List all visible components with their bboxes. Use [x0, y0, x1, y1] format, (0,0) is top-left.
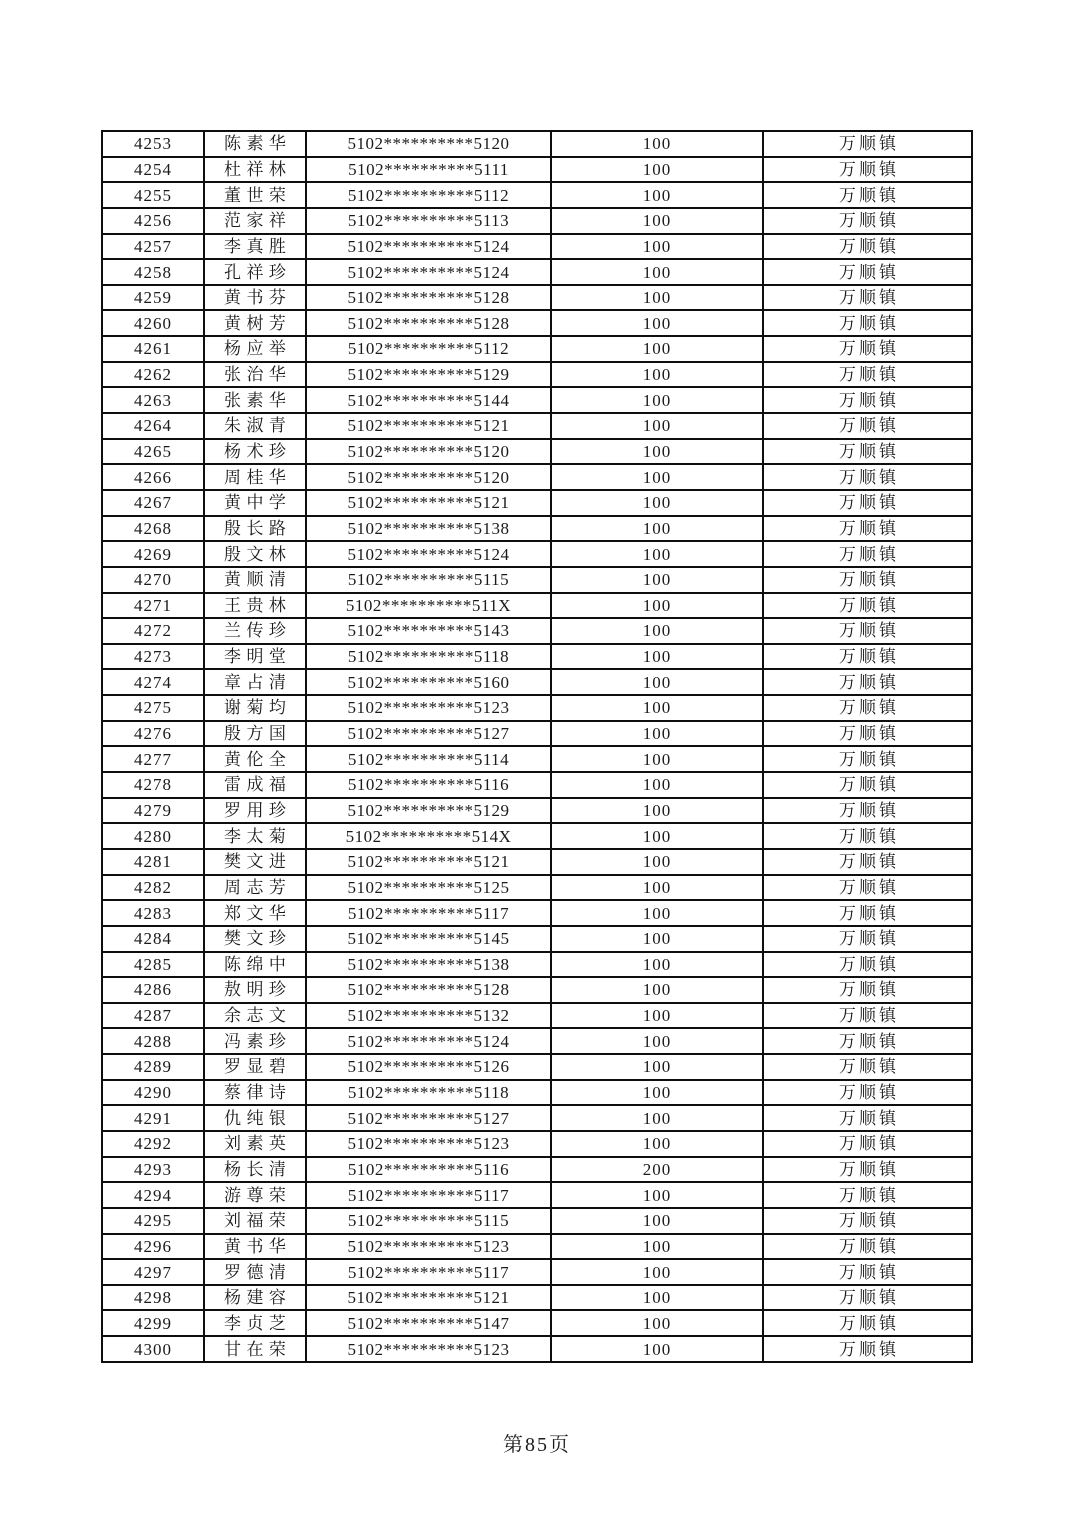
cell-index: 4296 [102, 1234, 204, 1260]
cell-id_masked: 5102**********5147 [306, 1310, 551, 1336]
cell-name: 李贞芝 [204, 1310, 306, 1336]
cell-index: 4283 [102, 900, 204, 926]
cell-town: 万顺镇 [763, 1105, 972, 1131]
cell-amount: 100 [551, 823, 763, 849]
table-row [102, 336, 972, 362]
cell-id_masked: 5102**********5124 [306, 234, 551, 260]
table-row [102, 1234, 972, 1260]
cell-town: 万顺镇 [763, 1131, 972, 1157]
cell-name: 敖明珍 [204, 977, 306, 1003]
cell-town: 万顺镇 [763, 234, 972, 260]
cell-id_masked: 5102**********5120 [306, 464, 551, 490]
cell-index: 4272 [102, 618, 204, 644]
cell-amount: 100 [551, 772, 763, 798]
cell-index: 4254 [102, 157, 204, 183]
table-row [102, 1336, 972, 1362]
cell-name: 张治华 [204, 362, 306, 388]
cell-index: 4276 [102, 721, 204, 747]
cell-town: 万顺镇 [763, 695, 972, 721]
cell-id_masked: 5102**********5129 [306, 362, 551, 388]
cell-amount: 100 [551, 1105, 763, 1131]
cell-name: 杨建容 [204, 1285, 306, 1311]
cell-town: 万顺镇 [763, 131, 972, 157]
cell-id_masked: 5102**********5144 [306, 387, 551, 413]
cell-town: 万顺镇 [763, 567, 972, 593]
cell-index: 4264 [102, 413, 204, 439]
cell-town: 万顺镇 [763, 1285, 972, 1311]
cell-name: 兰传珍 [204, 618, 306, 644]
cell-name: 董世荣 [204, 182, 306, 208]
cell-amount: 100 [551, 208, 763, 234]
table-row [102, 926, 972, 952]
table-row [102, 746, 972, 772]
cell-name: 杜祥林 [204, 157, 306, 183]
cell-name: 黄树芳 [204, 310, 306, 336]
table-row [102, 131, 972, 157]
cell-index: 4263 [102, 387, 204, 413]
cell-name: 黄顺清 [204, 567, 306, 593]
cell-amount: 100 [551, 1003, 763, 1029]
cell-amount: 100 [551, 618, 763, 644]
cell-town: 万顺镇 [763, 1208, 972, 1234]
cell-id_masked: 5102**********5128 [306, 310, 551, 336]
table-row [102, 182, 972, 208]
cell-id_masked: 5102**********5127 [306, 721, 551, 747]
cell-id_masked: 5102**********5123 [306, 1234, 551, 1260]
cell-name: 杨术珍 [204, 439, 306, 465]
cell-town: 万顺镇 [763, 336, 972, 362]
cell-index: 4285 [102, 952, 204, 978]
cell-amount: 100 [551, 1234, 763, 1260]
table-row [102, 157, 972, 183]
cell-town: 万顺镇 [763, 1157, 972, 1183]
cell-index: 4269 [102, 541, 204, 567]
cell-name: 谢菊均 [204, 695, 306, 721]
table-row [102, 669, 972, 695]
table-row [102, 721, 972, 747]
cell-id_masked: 5102**********5124 [306, 259, 551, 285]
cell-name: 孔祥珍 [204, 259, 306, 285]
cell-amount: 100 [551, 413, 763, 439]
cell-name: 仇纯银 [204, 1105, 306, 1131]
table-row [102, 1285, 972, 1311]
cell-id_masked: 5102**********5120 [306, 439, 551, 465]
cell-town: 万顺镇 [763, 259, 972, 285]
cell-amount: 100 [551, 516, 763, 542]
cell-town: 万顺镇 [763, 516, 972, 542]
cell-town: 万顺镇 [763, 1310, 972, 1336]
cell-index: 4282 [102, 875, 204, 901]
cell-name: 黄中学 [204, 490, 306, 516]
table-row [102, 567, 972, 593]
cell-id_masked: 5102**********5113 [306, 208, 551, 234]
cell-index: 4287 [102, 1003, 204, 1029]
table-body [102, 131, 972, 1362]
table-row [102, 1080, 972, 1106]
cell-name: 樊文进 [204, 849, 306, 875]
table-row [102, 1157, 972, 1183]
cell-town: 万顺镇 [763, 618, 972, 644]
cell-id_masked: 5102**********5124 [306, 1028, 551, 1054]
cell-index: 4267 [102, 490, 204, 516]
cell-id_masked: 5102**********5117 [306, 1259, 551, 1285]
cell-name: 李太菊 [204, 823, 306, 849]
cell-amount: 100 [551, 721, 763, 747]
cell-amount: 100 [551, 464, 763, 490]
cell-amount: 100 [551, 644, 763, 670]
cell-name: 周志芳 [204, 875, 306, 901]
cell-amount: 100 [551, 259, 763, 285]
cell-id_masked: 5102**********5132 [306, 1003, 551, 1029]
table-row [102, 952, 972, 978]
table-row [102, 387, 972, 413]
cell-amount: 100 [551, 1131, 763, 1157]
cell-name: 游尊荣 [204, 1182, 306, 1208]
cell-name: 周桂华 [204, 464, 306, 490]
cell-town: 万顺镇 [763, 593, 972, 619]
cell-name: 陈绵中 [204, 952, 306, 978]
cell-amount: 100 [551, 567, 763, 593]
cell-index: 4270 [102, 567, 204, 593]
cell-name: 张素华 [204, 387, 306, 413]
table-row [102, 1259, 972, 1285]
cell-name: 郑文华 [204, 900, 306, 926]
cell-amount: 100 [551, 1259, 763, 1285]
cell-town: 万顺镇 [763, 1080, 972, 1106]
cell-town: 万顺镇 [763, 1336, 972, 1362]
cell-amount: 100 [551, 669, 763, 695]
table-row [102, 1208, 972, 1234]
cell-amount: 100 [551, 362, 763, 388]
cell-name: 甘在荣 [204, 1336, 306, 1362]
cell-town: 万顺镇 [763, 1028, 972, 1054]
cell-index: 4280 [102, 823, 204, 849]
cell-id_masked: 5102**********5124 [306, 541, 551, 567]
cell-id_masked: 5102**********5125 [306, 875, 551, 901]
cell-index: 4253 [102, 131, 204, 157]
table-row [102, 259, 972, 285]
cell-name: 罗显碧 [204, 1054, 306, 1080]
cell-id_masked: 5102**********5112 [306, 182, 551, 208]
table-row [102, 285, 972, 311]
cell-amount: 100 [551, 593, 763, 619]
cell-id_masked: 5102**********514X [306, 823, 551, 849]
cell-index: 4298 [102, 1285, 204, 1311]
cell-name: 殷长路 [204, 516, 306, 542]
table-row [102, 234, 972, 260]
cell-id_masked: 5102**********5117 [306, 1182, 551, 1208]
cell-index: 4294 [102, 1182, 204, 1208]
cell-index: 4257 [102, 234, 204, 260]
cell-town: 万顺镇 [763, 1003, 972, 1029]
cell-amount: 100 [551, 926, 763, 952]
cell-id_masked: 5102**********5115 [306, 1208, 551, 1234]
cell-amount: 100 [551, 875, 763, 901]
cell-town: 万顺镇 [763, 285, 972, 311]
table-row [102, 900, 972, 926]
table-row [102, 362, 972, 388]
cell-id_masked: 5102**********5138 [306, 516, 551, 542]
table-row [102, 644, 972, 670]
cell-name: 朱淑青 [204, 413, 306, 439]
cell-amount: 100 [551, 746, 763, 772]
cell-town: 万顺镇 [763, 1182, 972, 1208]
cell-id_masked: 5102**********5126 [306, 1054, 551, 1080]
cell-name: 杨长清 [204, 1157, 306, 1183]
cell-index: 4289 [102, 1054, 204, 1080]
cell-amount: 100 [551, 131, 763, 157]
cell-amount: 100 [551, 1028, 763, 1054]
cell-town: 万顺镇 [763, 439, 972, 465]
cell-amount: 100 [551, 695, 763, 721]
cell-index: 4255 [102, 182, 204, 208]
cell-amount: 100 [551, 1310, 763, 1336]
table-row [102, 977, 972, 1003]
cell-town: 万顺镇 [763, 387, 972, 413]
cell-town: 万顺镇 [763, 157, 972, 183]
cell-id_masked: 5102**********511X [306, 593, 551, 619]
table-row [102, 875, 972, 901]
cell-index: 4278 [102, 772, 204, 798]
cell-name: 刘素英 [204, 1131, 306, 1157]
cell-id_masked: 5102**********5121 [306, 849, 551, 875]
table-row [102, 1054, 972, 1080]
cell-id_masked: 5102**********5112 [306, 336, 551, 362]
table-row [102, 1131, 972, 1157]
cell-amount: 100 [551, 1080, 763, 1106]
table-row [102, 593, 972, 619]
cell-town: 万顺镇 [763, 977, 972, 1003]
table-row [102, 695, 972, 721]
cell-index: 4288 [102, 1028, 204, 1054]
cell-amount: 100 [551, 285, 763, 311]
cell-index: 4290 [102, 1080, 204, 1106]
cell-town: 万顺镇 [763, 669, 972, 695]
table-row [102, 413, 972, 439]
cell-town: 万顺镇 [763, 721, 972, 747]
cell-amount: 100 [551, 336, 763, 362]
cell-town: 万顺镇 [763, 362, 972, 388]
table-row [102, 772, 972, 798]
cell-town: 万顺镇 [763, 464, 972, 490]
cell-index: 4279 [102, 798, 204, 824]
table-row [102, 1028, 972, 1054]
cell-amount: 100 [551, 310, 763, 336]
cell-index: 4275 [102, 695, 204, 721]
cell-id_masked: 5102**********5121 [306, 1285, 551, 1311]
cell-town: 万顺镇 [763, 413, 972, 439]
cell-index: 4261 [102, 336, 204, 362]
cell-town: 万顺镇 [763, 849, 972, 875]
cell-id_masked: 5102**********5129 [306, 798, 551, 824]
cell-town: 万顺镇 [763, 1259, 972, 1285]
cell-index: 4259 [102, 285, 204, 311]
cell-name: 罗用珍 [204, 798, 306, 824]
cell-amount: 100 [551, 182, 763, 208]
cell-id_masked: 5102**********5121 [306, 413, 551, 439]
cell-name: 罗德清 [204, 1259, 306, 1285]
cell-town: 万顺镇 [763, 746, 972, 772]
cell-index: 4281 [102, 849, 204, 875]
cell-name: 陈素华 [204, 131, 306, 157]
cell-town: 万顺镇 [763, 644, 972, 670]
cell-town: 万顺镇 [763, 490, 972, 516]
cell-id_masked: 5102**********5115 [306, 567, 551, 593]
cell-amount: 100 [551, 798, 763, 824]
cell-town: 万顺镇 [763, 798, 972, 824]
table-row [102, 798, 972, 824]
table-row [102, 439, 972, 465]
cell-id_masked: 5102**********5160 [306, 669, 551, 695]
cell-index: 4300 [102, 1336, 204, 1362]
table-row [102, 208, 972, 234]
cell-id_masked: 5102**********5116 [306, 1157, 551, 1183]
cell-amount: 100 [551, 952, 763, 978]
cell-index: 4277 [102, 746, 204, 772]
cell-id_masked: 5102**********5127 [306, 1105, 551, 1131]
cell-amount: 100 [551, 1182, 763, 1208]
cell-index: 4262 [102, 362, 204, 388]
cell-index: 4266 [102, 464, 204, 490]
cell-name: 黄伦全 [204, 746, 306, 772]
cell-index: 4286 [102, 977, 204, 1003]
cell-amount: 200 [551, 1157, 763, 1183]
cell-id_masked: 5102**********5138 [306, 952, 551, 978]
cell-index: 4292 [102, 1131, 204, 1157]
cell-id_masked: 5102**********5114 [306, 746, 551, 772]
cell-name: 章占清 [204, 669, 306, 695]
table-row [102, 849, 972, 875]
cell-index: 4293 [102, 1157, 204, 1183]
cell-amount: 100 [551, 1208, 763, 1234]
cell-id_masked: 5102**********5120 [306, 131, 551, 157]
cell-amount: 100 [551, 977, 763, 1003]
cell-name: 杨应举 [204, 336, 306, 362]
cell-amount: 100 [551, 1336, 763, 1362]
table-row [102, 490, 972, 516]
cell-name: 蔡律诗 [204, 1080, 306, 1106]
cell-name: 雷成福 [204, 772, 306, 798]
page-number: 第85页 [503, 1434, 571, 1456]
cell-town: 万顺镇 [763, 182, 972, 208]
cell-index: 4256 [102, 208, 204, 234]
cell-index: 4260 [102, 310, 204, 336]
cell-amount: 100 [551, 157, 763, 183]
cell-id_masked: 5102**********5117 [306, 900, 551, 926]
cell-amount: 100 [551, 234, 763, 260]
cell-name: 李明堂 [204, 644, 306, 670]
cell-index: 4274 [102, 669, 204, 695]
cell-id_masked: 5102**********5128 [306, 977, 551, 1003]
cell-name: 刘福荣 [204, 1208, 306, 1234]
cell-index: 4295 [102, 1208, 204, 1234]
cell-town: 万顺镇 [763, 952, 972, 978]
cell-index: 4271 [102, 593, 204, 619]
cell-id_masked: 5102**********5118 [306, 1080, 551, 1106]
cell-id_masked: 5102**********5123 [306, 695, 551, 721]
cell-id_masked: 5102**********5123 [306, 1336, 551, 1362]
cell-index: 4268 [102, 516, 204, 542]
cell-name: 余志文 [204, 1003, 306, 1029]
table-row [102, 516, 972, 542]
cell-amount: 100 [551, 849, 763, 875]
table-row [102, 1003, 972, 1029]
cell-name: 殷方国 [204, 721, 306, 747]
cell-id_masked: 5102**********5145 [306, 926, 551, 952]
cell-town: 万顺镇 [763, 208, 972, 234]
cell-name: 冯素珍 [204, 1028, 306, 1054]
table-row [102, 310, 972, 336]
cell-id_masked: 5102**********5128 [306, 285, 551, 311]
cell-name: 樊文珍 [204, 926, 306, 952]
cell-id_masked: 5102**********5123 [306, 1131, 551, 1157]
cell-amount: 100 [551, 1054, 763, 1080]
cell-index: 4299 [102, 1310, 204, 1336]
cell-amount: 100 [551, 490, 763, 516]
cell-town: 万顺镇 [763, 823, 972, 849]
table-row [102, 823, 972, 849]
cell-name: 黄书芬 [204, 285, 306, 311]
cell-town: 万顺镇 [763, 541, 972, 567]
cell-name: 黄书华 [204, 1234, 306, 1260]
cell-index: 4265 [102, 439, 204, 465]
cell-town: 万顺镇 [763, 926, 972, 952]
table-row [102, 1310, 972, 1336]
table-row [102, 541, 972, 567]
cell-town: 万顺镇 [763, 875, 972, 901]
cell-id_masked: 5102**********5118 [306, 644, 551, 670]
cell-index: 4291 [102, 1105, 204, 1131]
cell-town: 万顺镇 [763, 310, 972, 336]
cell-id_masked: 5102**********5121 [306, 490, 551, 516]
cell-index: 4258 [102, 259, 204, 285]
cell-amount: 100 [551, 900, 763, 926]
table-row [102, 1105, 972, 1131]
table-row [102, 618, 972, 644]
cell-name: 殷文林 [204, 541, 306, 567]
table-row [102, 464, 972, 490]
cell-amount: 100 [551, 1285, 763, 1311]
cell-index: 4297 [102, 1259, 204, 1285]
cell-name: 范家祥 [204, 208, 306, 234]
cell-index: 4284 [102, 926, 204, 952]
cell-name: 李真胜 [204, 234, 306, 260]
cell-amount: 100 [551, 541, 763, 567]
cell-town: 万顺镇 [763, 772, 972, 798]
beneficiary-table [101, 130, 973, 1363]
cell-id_masked: 5102**********5111 [306, 157, 551, 183]
cell-amount: 100 [551, 387, 763, 413]
cell-id_masked: 5102**********5116 [306, 772, 551, 798]
cell-id_masked: 5102**********5143 [306, 618, 551, 644]
cell-index: 4273 [102, 644, 204, 670]
table-row [102, 1182, 972, 1208]
cell-amount: 100 [551, 439, 763, 465]
cell-town: 万顺镇 [763, 1234, 972, 1260]
cell-name: 王贵林 [204, 593, 306, 619]
cell-town: 万顺镇 [763, 900, 972, 926]
cell-town: 万顺镇 [763, 1054, 972, 1080]
